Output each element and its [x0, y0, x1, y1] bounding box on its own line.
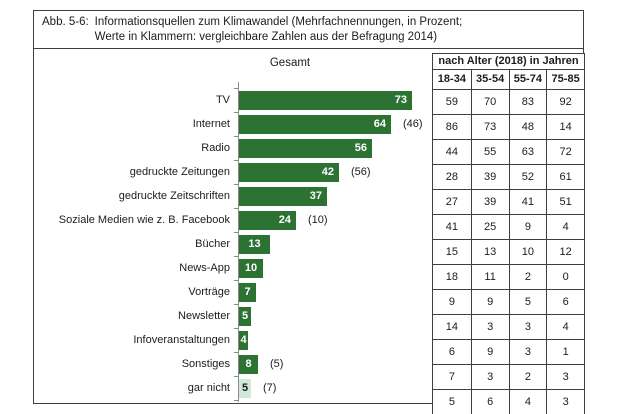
- bar-row: [34, 376, 432, 400]
- age-table-cell: 6: [471, 390, 509, 414]
- age-table-cell: 2: [509, 365, 547, 389]
- age-column-header: 18-34: [437, 73, 466, 85]
- bar-label: Infoveranstaltungen: [133, 334, 230, 346]
- age-table-cell: 3: [509, 315, 547, 339]
- age-table-cell: 9: [471, 340, 509, 364]
- age-table-cell: 18: [445, 271, 458, 283]
- age-column-header: 75-85: [546, 70, 584, 89]
- bar-label: Soziale Medien wie z. B. Facebook: [58, 214, 230, 226]
- age-table-row: [433, 164, 584, 189]
- age-table-cell: 4: [509, 390, 547, 414]
- axis-tick: [234, 280, 238, 281]
- age-table-cell: 25: [471, 215, 509, 239]
- age-table-cell: 6: [546, 290, 584, 314]
- bar-row: [34, 232, 432, 256]
- bar-value: 8: [245, 358, 252, 370]
- bar-label: Vorträge: [188, 286, 230, 298]
- age-table-cell: 73: [471, 115, 509, 139]
- age-table-cell: 28: [445, 171, 458, 183]
- axis-tick: [234, 88, 238, 89]
- bar: [239, 235, 270, 254]
- bar: [239, 355, 258, 374]
- age-table-cell: 3: [546, 390, 584, 414]
- bar-value: 5: [241, 382, 249, 394]
- age-table-cell: 61: [546, 165, 584, 189]
- age-table-cell: 14: [546, 115, 584, 139]
- bar-label: Newsletter: [178, 310, 230, 322]
- age-table-row: [433, 389, 584, 414]
- bar-row: [34, 352, 432, 376]
- bar-value: 42: [321, 166, 334, 178]
- bar-label: Internet: [192, 118, 230, 130]
- age-table-cell: 39: [471, 165, 509, 189]
- bar: [239, 331, 248, 350]
- age-table-row: [433, 289, 584, 314]
- age-table-row: [433, 239, 584, 264]
- bar-row: [34, 136, 432, 160]
- bar: [239, 307, 251, 326]
- bar-label: gar nicht: [187, 382, 230, 394]
- bar-label: gedruckte Zeitschriften: [118, 190, 230, 202]
- bar-value: 4: [240, 334, 247, 346]
- bar-label: News-App: [179, 262, 230, 274]
- bar-row: [34, 256, 432, 280]
- axis-tick: [234, 376, 238, 377]
- axis-tick: [234, 208, 238, 209]
- age-table-row: [433, 189, 584, 214]
- bar: [239, 259, 263, 278]
- bar-label: gedruckte Zeitungen: [129, 166, 230, 178]
- age-table-cell: 72: [546, 140, 584, 164]
- bar-value-2014: (46): [403, 118, 423, 130]
- age-table-cell: 41: [509, 190, 547, 214]
- bar-value: 5: [241, 310, 249, 322]
- axis-tick: [234, 184, 238, 185]
- age-table-cell: 70: [471, 90, 509, 114]
- age-table-cell: 5: [509, 290, 547, 314]
- axis-tick: [234, 256, 238, 257]
- figure-title-line1: Informationsquellen zum Klimawandel (Mehrfachnennungen, in Prozent;: [94, 16, 463, 28]
- age-table-cell: 3: [509, 340, 547, 364]
- figure-title-line2: Werte in Klammern: vergleichbare Zahlen aus der Befragung 2014): [94, 31, 438, 43]
- age-table-cell: 2: [509, 265, 547, 289]
- age-table-cell: 5: [448, 396, 455, 408]
- bar-row: [34, 208, 432, 232]
- age-table-cell: 3: [546, 365, 584, 389]
- bar-label: TV: [215, 94, 230, 106]
- bar-value-2014: (56): [351, 166, 371, 178]
- age-table-cell: 52: [509, 165, 547, 189]
- age-table-cell: 39: [471, 190, 509, 214]
- bar-value: 24: [278, 214, 291, 226]
- age-table-cell: 92: [546, 90, 584, 114]
- age-table-cell: 9: [448, 296, 455, 308]
- bar: [239, 211, 296, 230]
- axis-tick: [234, 304, 238, 305]
- age-table-cell: 86: [445, 121, 458, 133]
- age-table-header-row: [433, 69, 584, 89]
- age-table-cell: 48: [509, 115, 547, 139]
- age-table-row: [433, 339, 584, 364]
- age-table-row: [433, 139, 584, 164]
- age-table-cell: 83: [509, 90, 547, 114]
- age-table-row: [433, 214, 584, 239]
- age-table-cell: 51: [546, 190, 584, 214]
- bar: [239, 283, 256, 302]
- age-table-cell: 44: [445, 146, 458, 158]
- figure-title: [34, 11, 583, 49]
- axis-tick: [234, 112, 238, 113]
- bar-value-2014: (5): [270, 358, 284, 370]
- bar-chart: [34, 88, 432, 400]
- axis-tick: [234, 328, 238, 329]
- age-table-cell: 7: [448, 371, 455, 383]
- bar: [239, 163, 339, 182]
- gesamt-column-header: Gesamt: [269, 57, 311, 69]
- age-table-cell: 59: [445, 96, 458, 108]
- bar: [239, 187, 327, 206]
- age-table-cell: 63: [509, 140, 547, 164]
- bar-label: Radio: [201, 142, 230, 154]
- axis-tick: [234, 232, 238, 233]
- bar-label: Bücher: [195, 238, 230, 250]
- age-table-row: [433, 114, 584, 139]
- bar-value: 10: [244, 262, 258, 274]
- axis-tick: [234, 352, 238, 353]
- bar: [239, 91, 412, 110]
- age-table-cell: 14: [445, 321, 458, 333]
- bar-row: [34, 160, 432, 184]
- bar-value: 7: [244, 286, 251, 298]
- age-table-cell: 13: [471, 240, 509, 264]
- age-table-cell: 10: [509, 240, 547, 264]
- bar-value: 56: [354, 142, 367, 154]
- bar-row: [34, 184, 432, 208]
- bar: [239, 115, 391, 134]
- axis-tick: [234, 136, 238, 137]
- age-table-cell: 1: [546, 340, 584, 364]
- axis-tick: [234, 400, 238, 401]
- bar-row: [34, 328, 432, 352]
- age-column-header: 35-54: [471, 70, 509, 89]
- figure-box: [33, 10, 584, 408]
- age-table-cell: 3: [471, 365, 509, 389]
- age-table-cell: 55: [471, 140, 509, 164]
- age-table-row: [433, 364, 584, 389]
- age-table-cell: 11: [471, 265, 509, 289]
- bar: [239, 379, 251, 398]
- bar-value: 37: [309, 190, 322, 202]
- age-table-cell: 27: [445, 196, 458, 208]
- axis-tick: [234, 160, 238, 161]
- bar-row: [34, 112, 432, 136]
- figure-number: Abb. 5-6:: [42, 16, 89, 28]
- bar-value: 73: [394, 94, 407, 106]
- bar-row: [34, 304, 432, 328]
- age-table-cell: 0: [546, 265, 584, 289]
- age-table-title: nach Alter (2018) in Jahren: [438, 55, 579, 67]
- age-column-header: 55-74: [509, 70, 547, 89]
- age-table-cell: 4: [546, 215, 584, 239]
- bar-value: 64: [373, 118, 386, 130]
- age-table-row: [433, 89, 584, 114]
- age-table-cell: 9: [509, 215, 547, 239]
- age-table-cell: 9: [471, 290, 509, 314]
- age-table-row: [433, 264, 584, 289]
- bar-value: 13: [248, 238, 261, 250]
- age-table-cell: 12: [546, 240, 584, 264]
- age-table-cell: 4: [546, 315, 584, 339]
- age-table-cell: 6: [448, 346, 455, 358]
- bar-row: [34, 280, 432, 304]
- bar-value-2014: (7): [263, 382, 277, 394]
- bar-row: [34, 88, 432, 112]
- bar: [239, 139, 372, 158]
- age-table: [432, 53, 585, 414]
- bar-value-2014: (10): [308, 214, 328, 226]
- age-table-cell: 3: [471, 315, 509, 339]
- bar-label: Sonstiges: [181, 358, 230, 370]
- age-table-cell: 41: [445, 221, 458, 233]
- age-table-row: [433, 314, 584, 339]
- age-table-cell: 15: [445, 246, 458, 258]
